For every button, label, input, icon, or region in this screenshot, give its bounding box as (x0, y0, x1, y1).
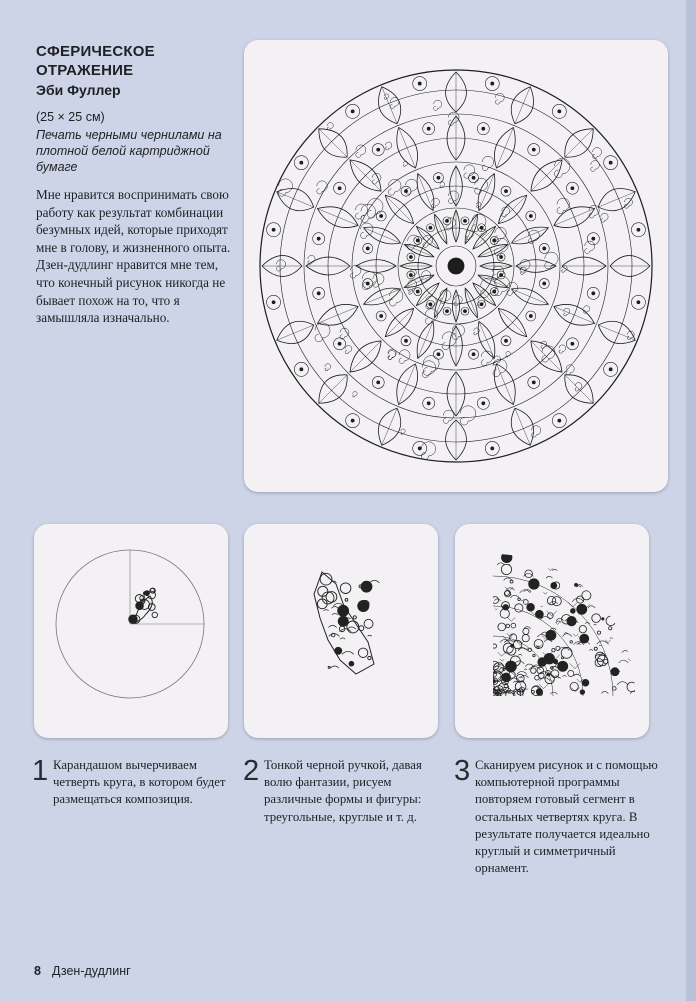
pencil-circle-sketch (34, 524, 228, 738)
step-1-card (34, 524, 228, 738)
mandala-illustration (244, 40, 668, 492)
step-1-text: Карандашом вычерчиваем четверть круга, в котором будет размещаться композиция. (53, 758, 226, 807)
page-edge (686, 0, 696, 1001)
step-3 (454, 757, 660, 877)
step-1 (32, 757, 232, 809)
step-3-text: Сканируем рисунок и с помощью компьютерной программы повторяем готовый сегмент в остальных четвертях круга. В результате получается идеально круглый и симметричный орнамент. (475, 758, 658, 876)
doodle-fragment (244, 524, 438, 738)
step-2-card (244, 524, 438, 738)
artwork-description: Мне нравится воспринимать свою работу как результат комбинации безумных идей, которые приходят мне в голову, и жизненного опыта. Дзен-дудлинг нравится мне тем, что конечный рисунок никогда не бывает похож на то, что я замышляла изначально. (36, 187, 231, 326)
step-1-number: 1 (32, 755, 49, 787)
step-2-text: Тонкой черной ручкой, давая волю фантазии, рисуем различные формы и фигуры: треугольные, круглые и т. д. (264, 758, 422, 824)
step-2 (243, 757, 443, 826)
page-number: 8 (34, 964, 41, 978)
step-3-number: 3 (454, 755, 471, 787)
mandala-card (244, 40, 668, 492)
book-title: Дзен-дудлинг (52, 964, 131, 978)
artwork-size: (25 × 25 см) (36, 110, 105, 124)
step-2-number: 2 (243, 755, 260, 787)
step-3-card (455, 524, 649, 738)
quarter-mandala (455, 524, 649, 738)
artwork-medium: Печать черными чернилами на плотной белой картриджной бумаге (36, 128, 222, 174)
artwork-author: Эби Фуллер (36, 82, 121, 98)
artwork-title: СФЕРИЧЕСКОЕ ОТРАЖЕНИЕ (36, 43, 155, 79)
